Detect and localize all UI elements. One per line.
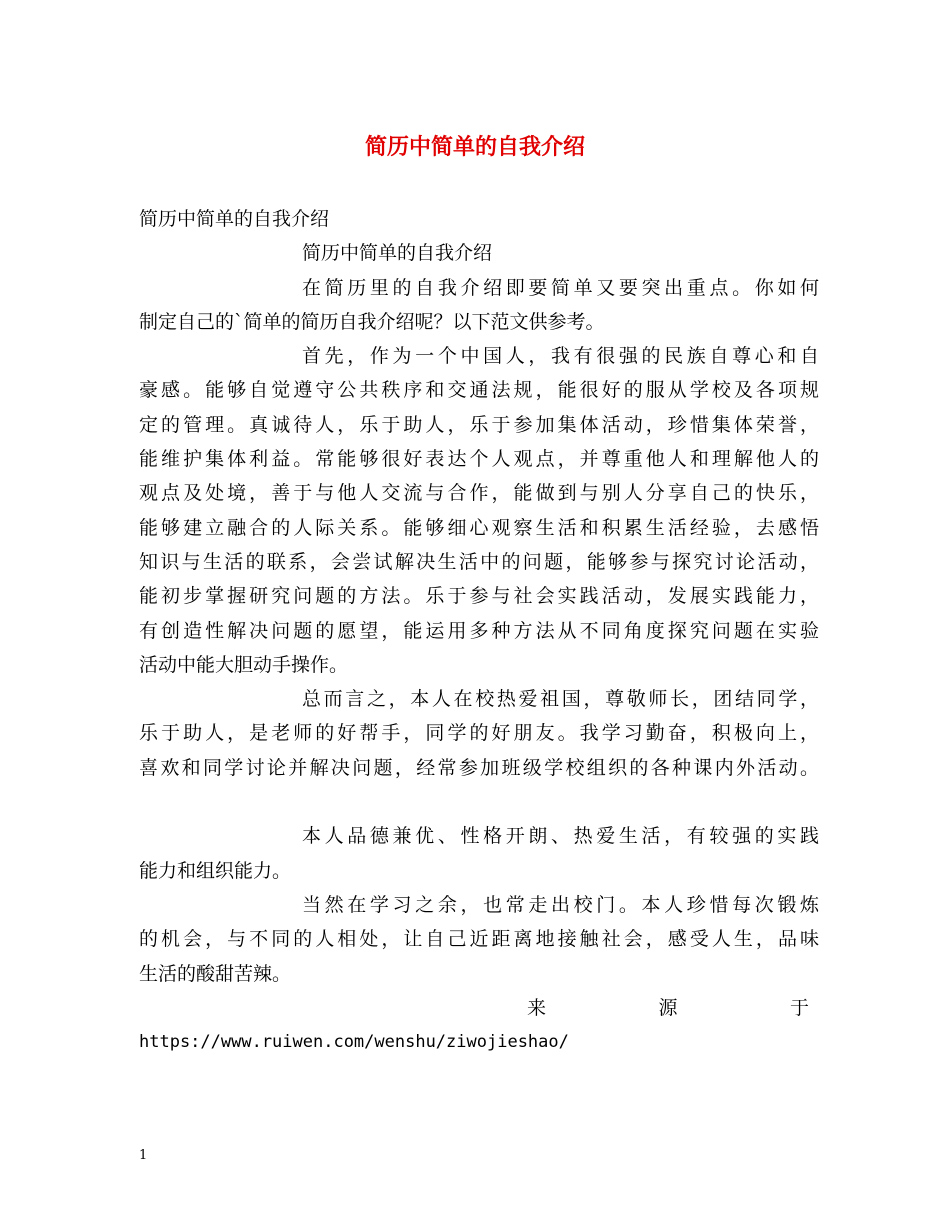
paragraph-line: 能力和组织能力。 bbox=[139, 859, 292, 882]
paragraph-line: 定的管理。真诚待人，乐于助人，乐于参加集体活动，珍惜集体荣誉， bbox=[139, 413, 819, 436]
paragraph-line: 简历中简单的自我介绍 bbox=[139, 208, 330, 230]
paragraph-line: 能维护集体利益。常能够很好表达个人观点，并尊重他人和理解他人的 bbox=[139, 448, 819, 471]
paragraph-line: 乐于助人，是老师的好帮手，同学的好朋友。我学习勤奋，积极向上， bbox=[139, 722, 819, 745]
source-char: 于 bbox=[789, 996, 809, 1019]
paragraph-line: 首先，作为一个中国人，我有很强的民族自尊心和自 bbox=[302, 345, 819, 368]
paragraph-line: 制定自己的`简单的简历自我介绍呢？以下范文供参考。 bbox=[139, 310, 605, 333]
paragraph-line: 喜欢和同学讨论并解决问题，经常参加班级学校组织的各种课内外活动。 bbox=[139, 756, 819, 779]
source-char: 源 bbox=[658, 996, 678, 1019]
paragraph-line: 总而言之，本人在校热爱祖国，尊敬师长，团结同学， bbox=[302, 688, 819, 711]
document-body bbox=[139, 202, 819, 1059]
paragraph-line: 简历中简单的自我介绍 bbox=[302, 242, 493, 265]
paragraph-line: 在简历里的自我介绍即要简单又要突出重点。你如何 bbox=[302, 276, 819, 299]
paragraph-line: 的机会，与不同的人相处，让自己近距离地接触社会，感受人生，品味 bbox=[139, 928, 819, 951]
source-label bbox=[139, 991, 819, 1025]
paragraph-line: 有创造性解决问题的愿望，能运用多种方法从不同角度探究问题在实验 bbox=[139, 619, 819, 642]
paragraph-line: 能初步掌握研究问题的方法。乐于参与社会实践活动，发展实践能力， bbox=[139, 585, 819, 608]
paragraph-line: 能够建立融合的人际关系。能够细心观察生活和积累生活经验，去感悟 bbox=[139, 516, 819, 539]
source-url: https://www.ruiwen.com/wenshu/ziwojieshao/ bbox=[139, 1032, 569, 1053]
blank-line bbox=[139, 785, 819, 819]
document-title: 简历中简单的自我介绍 bbox=[364, 134, 585, 160]
paragraph-line: 生活的酸甜苦辣。 bbox=[139, 962, 292, 985]
paragraph-line: 观点及处境，善于与他人交流与合作，能做到与别人分享自己的快乐， bbox=[139, 482, 819, 505]
paragraph-line: 当然在学习之余，也常走出校门。本人珍惜每次锻炼 bbox=[302, 893, 819, 916]
paragraph-line: 知识与生活的联系，会尝试解决生活中的问题，能够参与探究讨论活动， bbox=[139, 550, 819, 573]
paragraph-line: 本人品德兼优、性格开朗、热爱生活，有较强的实践 bbox=[302, 825, 819, 848]
source-char: 来 bbox=[527, 996, 547, 1019]
paragraph-line: 豪感。能够自觉遵守公共秩序和交通法规，能很好的服从学校及各项规 bbox=[139, 379, 819, 402]
paragraph-line: 活动中能大胆动手操作。 bbox=[139, 653, 349, 676]
page-number: 1 bbox=[139, 1148, 148, 1163]
